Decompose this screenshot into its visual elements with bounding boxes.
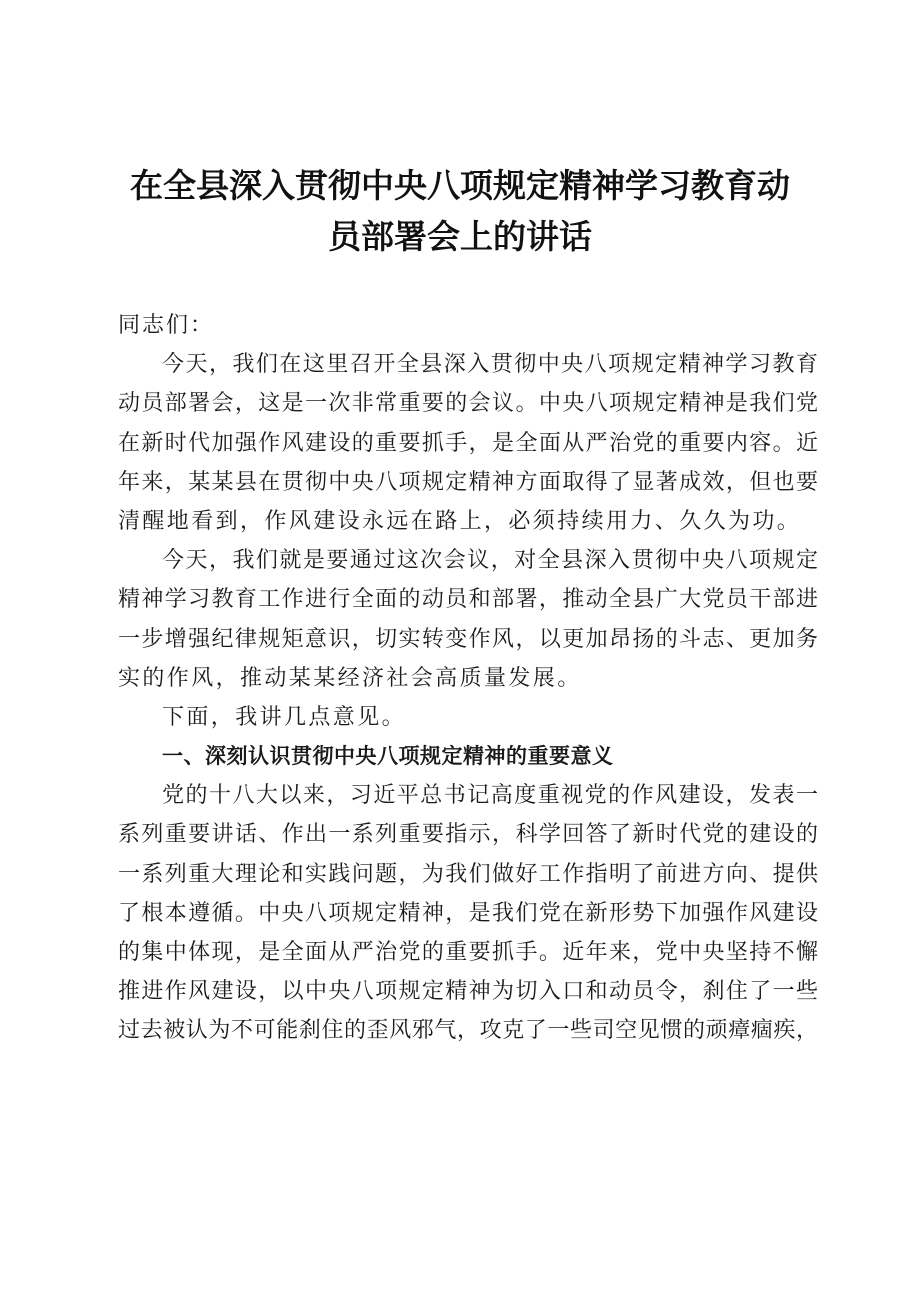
paragraph-line: 推进作风建设，以中央八项规定精神为切入口和动员令，刹住了一些 xyxy=(118,979,818,1005)
paragraph-line: 过去被认为不可能刹住的歪风邪气，攻克了一些司空见惯的顽瘴痼疾， xyxy=(118,1018,818,1044)
paragraph-line: 清醒地看到，作风建设永远在路上，必须持续用力、久久为功。 xyxy=(118,508,802,534)
paragraph-line: 党的十八大以来，习近平总书记高度重视党的作风建设，发表一 xyxy=(162,783,818,809)
title-line-2: 员部署会上的讲话 xyxy=(328,217,592,256)
paragraph-line: 了根本遵循。中央八项规定精神，是我们党在新形势下加强作风建设 xyxy=(118,900,818,926)
document-body xyxy=(118,306,818,1051)
paragraph-line: 实的作风，推动某某经济社会高质量发展。 xyxy=(118,665,582,691)
paragraph-line: 今天，我们就是要通过这次会议，对全县深入贯彻中央八项规定 xyxy=(162,548,818,574)
paragraph-section1 xyxy=(118,776,818,1050)
paragraph-line: 今天，我们在这里召开全县深入贯彻中央八项规定精神学习教育 xyxy=(162,352,818,378)
paragraph-opening xyxy=(118,345,818,541)
paragraph-line: 一步增强纪律规矩意识，切实转变作风，以更加昂扬的斗志、更加务 xyxy=(118,626,818,652)
paragraph-line: 系列重要讲话、作出一系列重要指示，科学回答了新时代党的建设的 xyxy=(118,822,818,848)
document-title xyxy=(100,160,820,262)
paragraph-line: 的集中体现，是全面从严治党的重要抓手。近年来，党中央坚持不懈 xyxy=(118,940,818,965)
paragraph-transition: 下面，我讲几点意见。 xyxy=(162,704,407,730)
paragraph-line: 精神学习教育工作进行全面的动员和部署，推动全县广大党员干部进 xyxy=(118,587,818,613)
paragraph-line: 年来，某某县在贯彻中央八项规定精神方面取得了显著成效，但也要 xyxy=(118,469,818,495)
paragraph-line: 在新时代加强作风建设的重要抓手，是全面从严治党的重要内容。近 xyxy=(118,430,818,456)
paragraph-purpose xyxy=(118,541,818,698)
section-heading: 一、深刻认识贯彻中央八项规定精神的重要意义 xyxy=(162,744,614,769)
paragraph-line: 动员部署会，这是一次非常重要的会议。中央八项规定精神是我们党 xyxy=(118,391,818,417)
title-line-1: 在全县深入贯彻中央八项规定精神学习教育动 xyxy=(130,166,790,205)
paragraph-line: 一系列重大理论和实践问题，为我们做好工作指明了前进方向、提供 xyxy=(118,861,818,887)
salutation: 同志们： xyxy=(118,313,215,338)
